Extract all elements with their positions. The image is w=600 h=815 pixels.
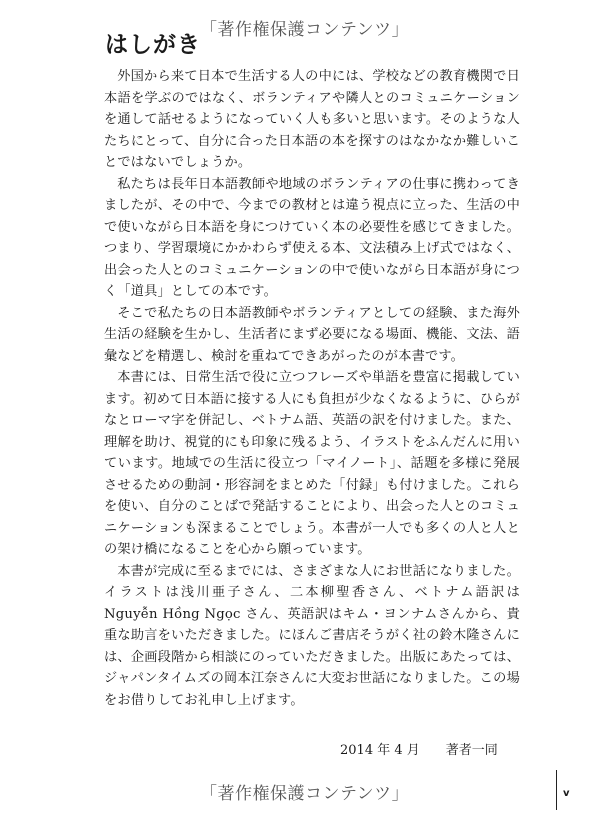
page-title: はしがき	[105, 32, 201, 58]
paragraph-5: 本書が完成に至るまでには、さまざまな人にお世話になりました。イラストは浅川亜子さん、二本柳聖香さん、ベトナム語訳は Nguyễn Hồng Ngọc さん、英語訳はキム・ヨンナムさんから、貴重な助言をいただきました。にほんご書店そうがく社の鈴木隆さんには、企画段階から相談にのっていただきました。出版にあたっては、ジャパンタイムズの岡本江奈さんに大変お世話になりました。この場をお借りしてお礼申し上げます。	[104, 563, 520, 708]
signature-line	[340, 739, 498, 758]
signature-author: 著者一同	[445, 743, 498, 758]
paragraph-2: 私たちは長年日本語教師や地域のボランティアの仕事に携わってきましたが、その中で、今までの教材とは違う視点に立った、生活の中で使いながら日本語を身につけていく本の必要性を感じてきました。つまり、学習環境にかかわらず使える本、文法積み上げ式ではなく、出会った人とのコミュニケーションの中で使いながら日本語が身につく「道具」としての本です。	[104, 176, 520, 299]
copyright-watermark-top: 「著作権保護コンテンツ」	[200, 20, 410, 40]
preface-body	[104, 66, 520, 711]
signature-date: 2014 年 4 月	[340, 743, 420, 758]
paragraph-1: 外国から来て日本で生活する人の中には、学校などの教育機関で日本語を学ぶのではなく、ボランティアや隣人とのコミュニケーションを通して話せるようになっていく人も多いと思います。そのような人たちにとって、自分に合った日本語の本を探すのはなかなか難しいことではないでしょうか。	[104, 69, 520, 170]
page-number: v	[563, 788, 570, 799]
paragraph-4: 本書には、日常生活で役に立つフレーズや単語を豊富に掲載しています。初めて日本語に接する人にも負担が少なくなるように、ひらがなとローマ字を併記し、ベトナム語、英語の訳を付けました。また、理解を助け、視覚的にも印象に残るよう、イラストをふんだんに用いています。地域での生活に役立つ「マイノート」、話題を多様に発展させるための動詞・形容詞をまとめた「付録」も付けました。これらを使い、自分のことばで発話することにより、出会った人とのコミュニケーションも深まることでしょう。本書が一人でも多くの人と人との架け橋になることを心から願っています。	[104, 370, 520, 557]
copyright-watermark-bottom: 「著作権保護コンテンツ」	[200, 784, 410, 804]
paragraph-3: そこで私たちの日本語教師やボランティアとしての経験、また海外生活の経験を生かし、生活者にまず必要になる場面、機能、文法、語彙などを精選し、検討を重ねてできあがったのが本書です。	[104, 305, 520, 364]
page-edge-rule	[556, 770, 557, 810]
